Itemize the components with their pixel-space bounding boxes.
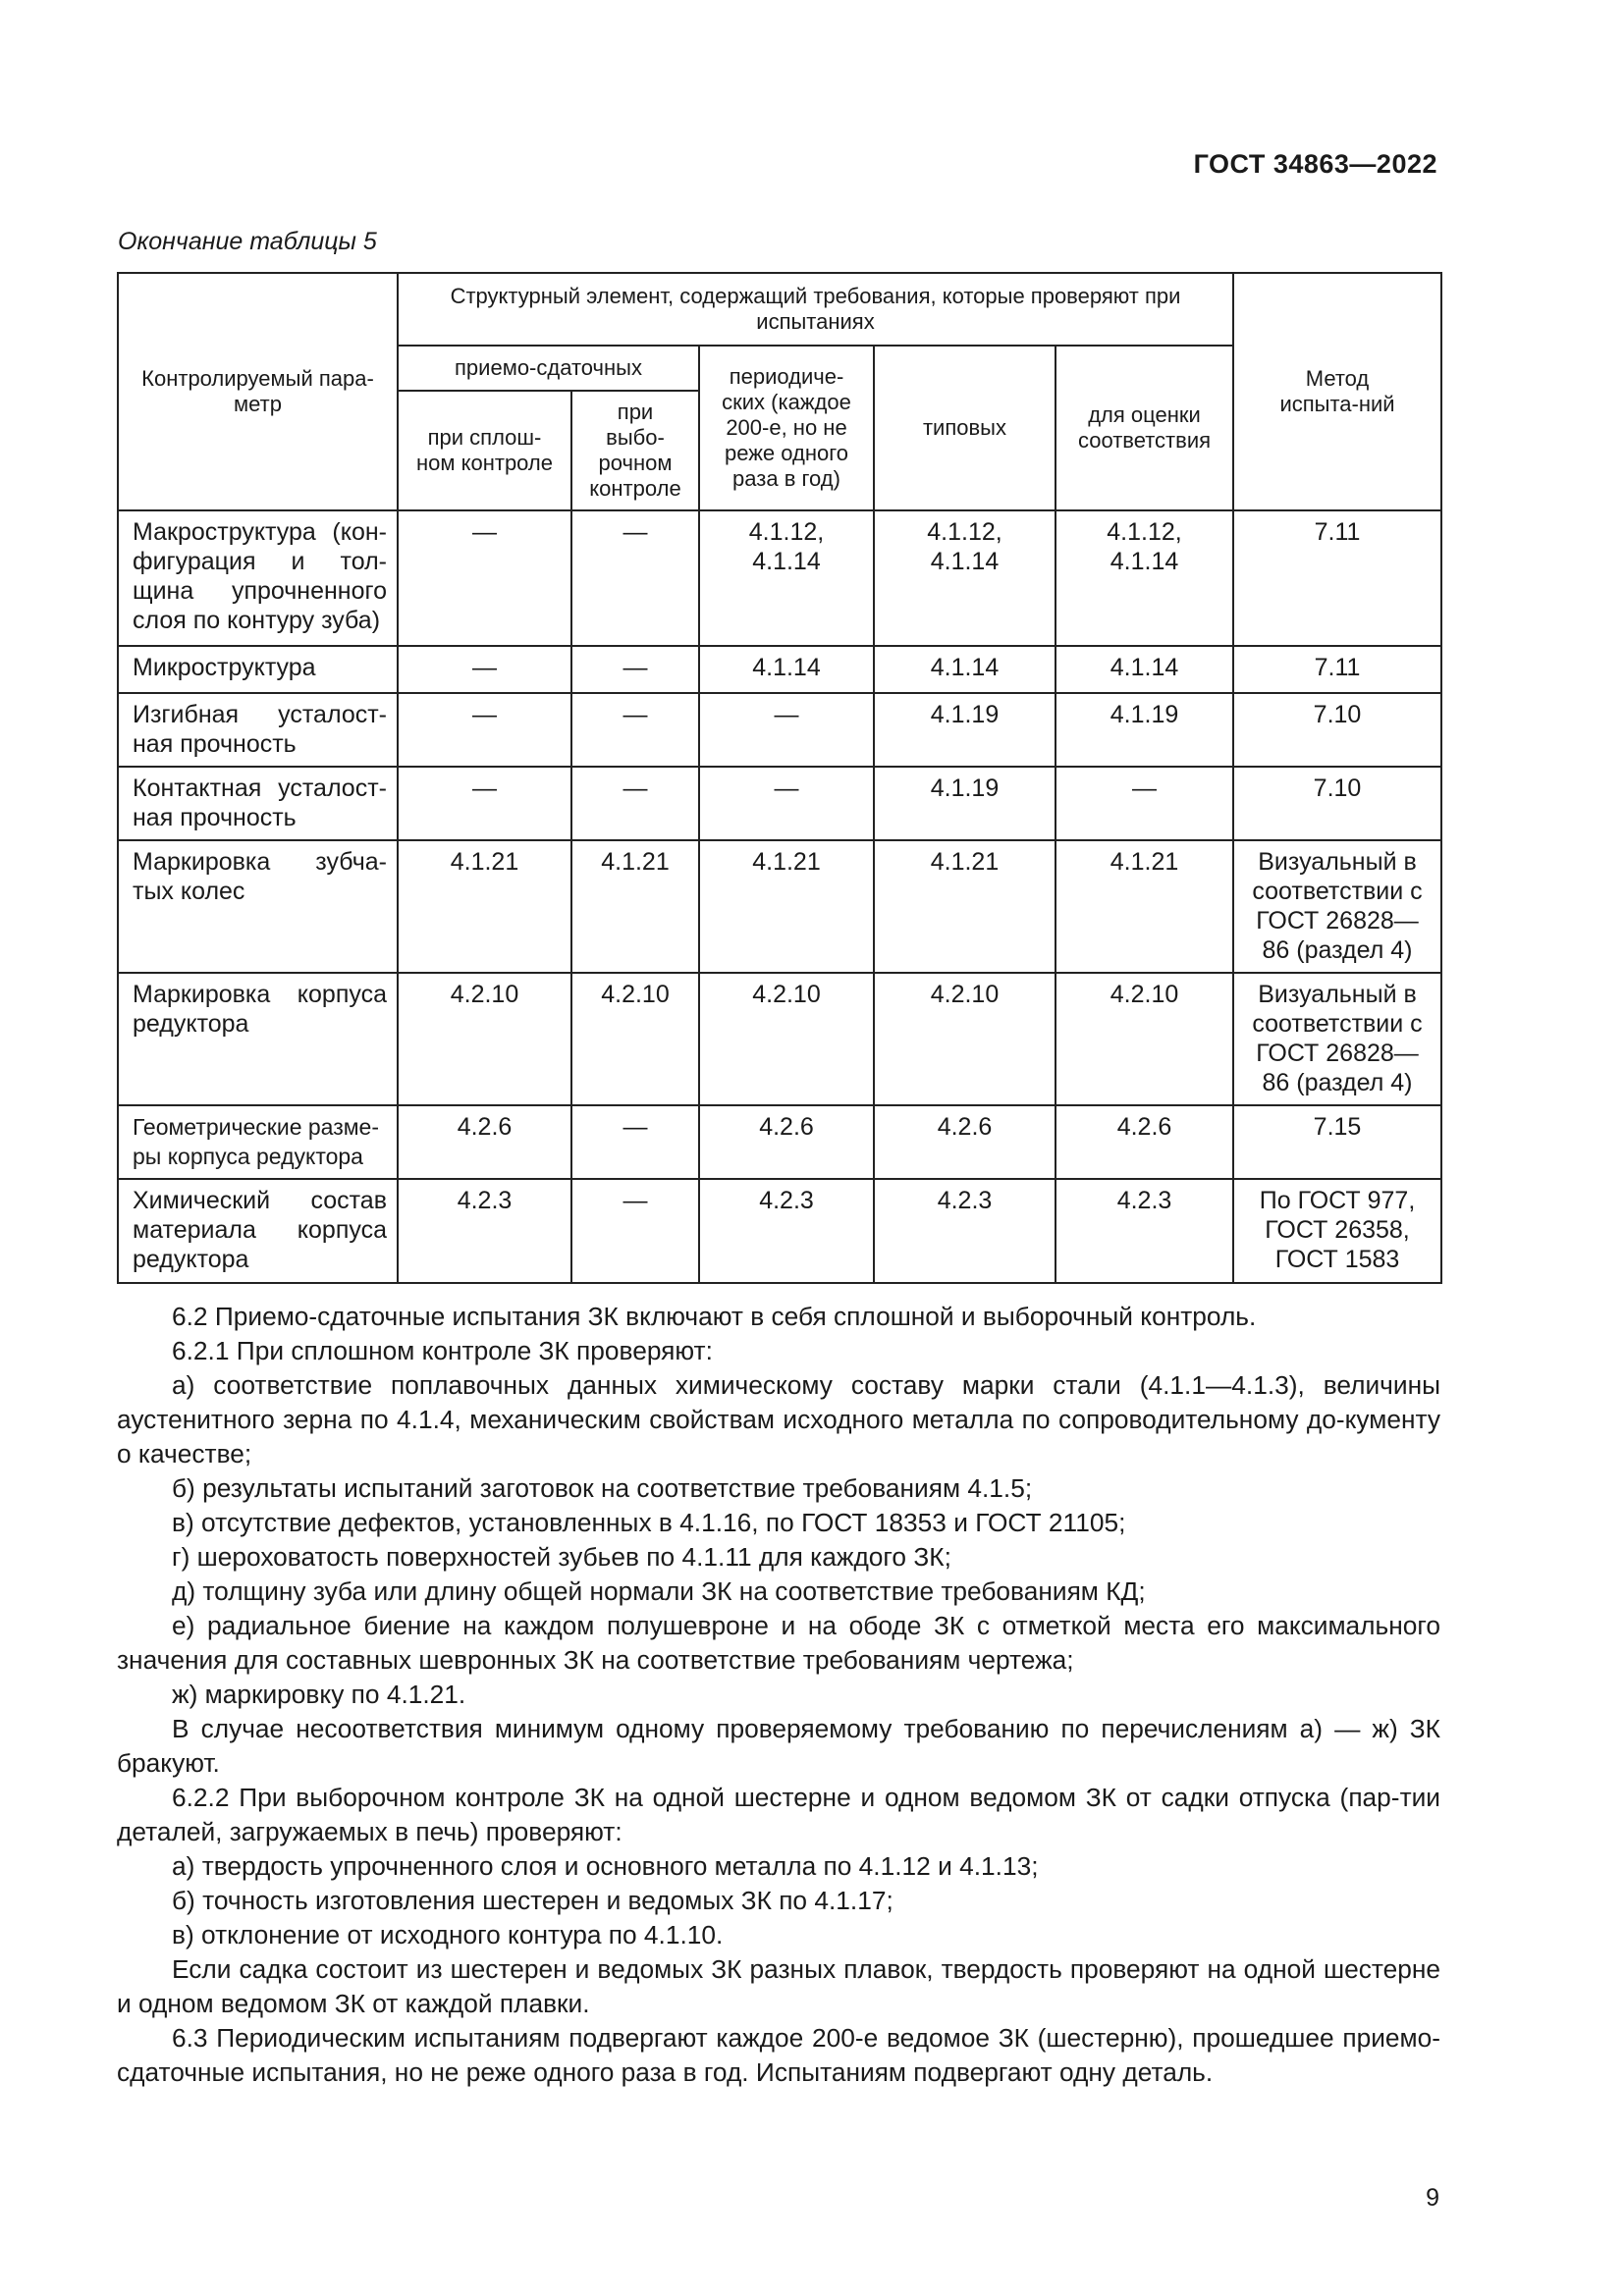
requirements-table bbox=[117, 272, 1442, 1284]
table-row bbox=[118, 693, 1441, 767]
table-row bbox=[118, 767, 1441, 840]
cell-sampling: — bbox=[571, 767, 699, 840]
cell-periodic: 4.1.12, 4.1.14 bbox=[699, 510, 874, 646]
paragraph: 6.2.1 При сплошном контроле ЗК проверяют: bbox=[172, 1336, 713, 1365]
cell-continuous: 4.2.10 bbox=[398, 973, 571, 1105]
list-item: а) твердость упрочненного слоя и основного металла по 4.1.12 и 4.1.13; bbox=[172, 1851, 1039, 1881]
list-item: б) результаты испытаний заготовок на соответствие требованиям 4.1.5; bbox=[172, 1473, 1033, 1503]
cell-conformity: 4.2.6 bbox=[1056, 1105, 1233, 1179]
cell-sampling: 4.1.21 bbox=[571, 840, 699, 973]
cell-method: Визуальный в соответствии с ГОСТ 26828—86 (раздел 4) bbox=[1233, 973, 1441, 1105]
cell-sampling: — bbox=[571, 693, 699, 767]
cell-continuous: 4.2.6 bbox=[398, 1105, 571, 1179]
cell-type-tests: 4.1.19 bbox=[874, 693, 1056, 767]
cell-periodic: — bbox=[699, 693, 874, 767]
cell-method: По ГОСТ 977, ГОСТ 26358, ГОСТ 1583 bbox=[1233, 1179, 1441, 1283]
table-row bbox=[118, 973, 1441, 1105]
cell-sampling: — bbox=[571, 1105, 699, 1179]
cell-parameter: Химический состав материала корпуса редуктора bbox=[118, 1179, 398, 1283]
cell-method: 7.10 bbox=[1233, 767, 1441, 840]
header-periodic: периодиче-ских (каждое 200-е, но не реже одного раза в год) bbox=[699, 346, 874, 510]
list-item: ж) маркировку по 4.1.21. bbox=[172, 1680, 466, 1709]
header-type-tests: типовых bbox=[874, 346, 1056, 510]
cell-type-tests: 4.2.6 bbox=[874, 1105, 1056, 1179]
cell-type-tests: 4.1.14 bbox=[874, 646, 1056, 693]
cell-continuous: — bbox=[398, 510, 571, 646]
list-item: д) толщину зуба или длину общей нормали ЗК на соответствие требованиям КД; bbox=[172, 1576, 1146, 1606]
header-conformity: для оценки соответствия bbox=[1056, 346, 1233, 510]
cell-parameter: Изгибная усталост-ная прочность bbox=[118, 693, 398, 767]
page-number: 9 bbox=[1426, 2184, 1439, 2212]
cell-conformity: 4.1.12, 4.1.14 bbox=[1056, 510, 1233, 646]
cell-type-tests: 4.1.19 bbox=[874, 767, 1056, 840]
list-item: г) шероховатость поверхностей зубьев по 4.1.11 для каждого ЗК; bbox=[172, 1542, 951, 1572]
cell-parameter: Геометрические разме-ры корпуса редуктора bbox=[118, 1105, 398, 1179]
list-item: в) отклонение от исходного контура по 4.1.10. bbox=[172, 1920, 724, 1949]
cell-parameter: Контактная усталост-ная прочность bbox=[118, 767, 398, 840]
table-row bbox=[118, 1179, 1441, 1283]
cell-sampling: — bbox=[571, 646, 699, 693]
table-row bbox=[118, 510, 1441, 646]
cell-parameter: Макроструктура (кон-фигурация и тол-щина упрочненного слоя по контуру зуба) bbox=[118, 510, 398, 646]
cell-method: Визуальный в соответствии с ГОСТ 26828—86 (раздел 4) bbox=[1233, 840, 1441, 973]
list-item: б) точность изготовления шестерен и ведомых ЗК по 4.1.17; bbox=[172, 1886, 893, 1915]
cell-periodic: 4.1.14 bbox=[699, 646, 874, 693]
header-method: Метод испыта-ний bbox=[1233, 273, 1441, 510]
cell-type-tests: 4.2.10 bbox=[874, 973, 1056, 1105]
cell-conformity: 4.1.19 bbox=[1056, 693, 1233, 767]
paragraph: 6.3 Периодическим испытаниям подвергают каждое 200-е ведомое ЗК (шестерню), прошедшее приемо-сдаточные испытания, но не реже одного раза в год. Испытаниям подвергают одну деталь. bbox=[117, 2023, 1440, 2087]
cell-parameter: Маркировка корпуса редуктора bbox=[118, 973, 398, 1105]
table-caption: Окончание таблицы 5 bbox=[118, 228, 377, 255]
cell-method: 7.11 bbox=[1233, 646, 1441, 693]
cell-parameter: Микроструктура bbox=[118, 646, 398, 693]
cell-sampling: 4.2.10 bbox=[571, 973, 699, 1105]
list-item: а) соответствие поплавочных данных химическому составу марки стали (4.1.1—4.1.3), величины аустенитного зерна по 4.1.4, механическим свойствам исходного металла по сопроводительному до-кументу о качестве; bbox=[117, 1370, 1440, 1468]
cell-periodic: 4.2.6 bbox=[699, 1105, 874, 1179]
cell-periodic: 4.2.3 bbox=[699, 1179, 874, 1283]
header-sampling: при выбо-рочном контроле bbox=[571, 391, 699, 510]
cell-continuous: — bbox=[398, 767, 571, 840]
body-text bbox=[117, 1300, 1440, 2090]
header-acceptance: приемо-сдаточных bbox=[398, 346, 699, 391]
cell-conformity: 4.1.21 bbox=[1056, 840, 1233, 973]
cell-type-tests: 4.1.21 bbox=[874, 840, 1056, 973]
cell-periodic: 4.1.21 bbox=[699, 840, 874, 973]
paragraph: Если садка состоит из шестерен и ведомых ЗК разных плавок, твердость проверяют на одной шестерне и одном ведомом ЗК от каждой плавки. bbox=[117, 1954, 1440, 2018]
cell-type-tests: 4.2.3 bbox=[874, 1179, 1056, 1283]
cell-continuous: — bbox=[398, 646, 571, 693]
header-continuous: при сплош-ном контроле bbox=[398, 391, 571, 510]
cell-type-tests: 4.1.12, 4.1.14 bbox=[874, 510, 1056, 646]
list-item: е) радиальное биение на каждом полушевроне и на ободе ЗК с отметкой места его максимального значения для составных шевронных ЗК на соответствие требованиям чертежа; bbox=[117, 1611, 1440, 1675]
cell-parameter: Маркировка зубча-тых колес bbox=[118, 840, 398, 973]
cell-conformity: 4.1.14 bbox=[1056, 646, 1233, 693]
table-row bbox=[118, 646, 1441, 693]
cell-continuous: 4.1.21 bbox=[398, 840, 571, 973]
cell-periodic: — bbox=[699, 767, 874, 840]
paragraph: 6.2.2 При выборочном контроле ЗК на одной шестерне и одном ведомом ЗК от садки отпуска (пар-тии деталей, загружаемых в печь) проверяют: bbox=[117, 1783, 1440, 1846]
cell-continuous: — bbox=[398, 693, 571, 767]
paragraph: 6.2 Приемо-сдаточные испытания ЗК включают в себя сплошной и выборочный контроль. bbox=[172, 1302, 1257, 1331]
cell-conformity: — bbox=[1056, 767, 1233, 840]
cell-conformity: 4.2.3 bbox=[1056, 1179, 1233, 1283]
table-row bbox=[118, 1105, 1441, 1179]
cell-periodic: 4.2.10 bbox=[699, 973, 874, 1105]
header-structural-element: Структурный элемент, содержащий требования, которые проверяют при испытаниях bbox=[398, 273, 1233, 346]
cell-method: 7.10 bbox=[1233, 693, 1441, 767]
cell-method: 7.15 bbox=[1233, 1105, 1441, 1179]
cell-conformity: 4.2.10 bbox=[1056, 973, 1233, 1105]
table-row bbox=[118, 840, 1441, 973]
cell-continuous: 4.2.3 bbox=[398, 1179, 571, 1283]
list-item: в) отсутствие дефектов, установленных в 4.1.16, по ГОСТ 18353 и ГОСТ 21105; bbox=[172, 1508, 1126, 1537]
cell-method: 7.11 bbox=[1233, 510, 1441, 646]
cell-sampling: — bbox=[571, 510, 699, 646]
paragraph: В случае несоответствия минимум одному проверяемому требованию по перечислениям а) — ж) ЗК бракуют. bbox=[117, 1714, 1440, 1778]
cell-sampling: — bbox=[571, 1179, 699, 1283]
document-code: ГОСТ 34863—2022 bbox=[1193, 149, 1437, 179]
header-parameter: Контролируемый пара-метр bbox=[118, 273, 398, 510]
